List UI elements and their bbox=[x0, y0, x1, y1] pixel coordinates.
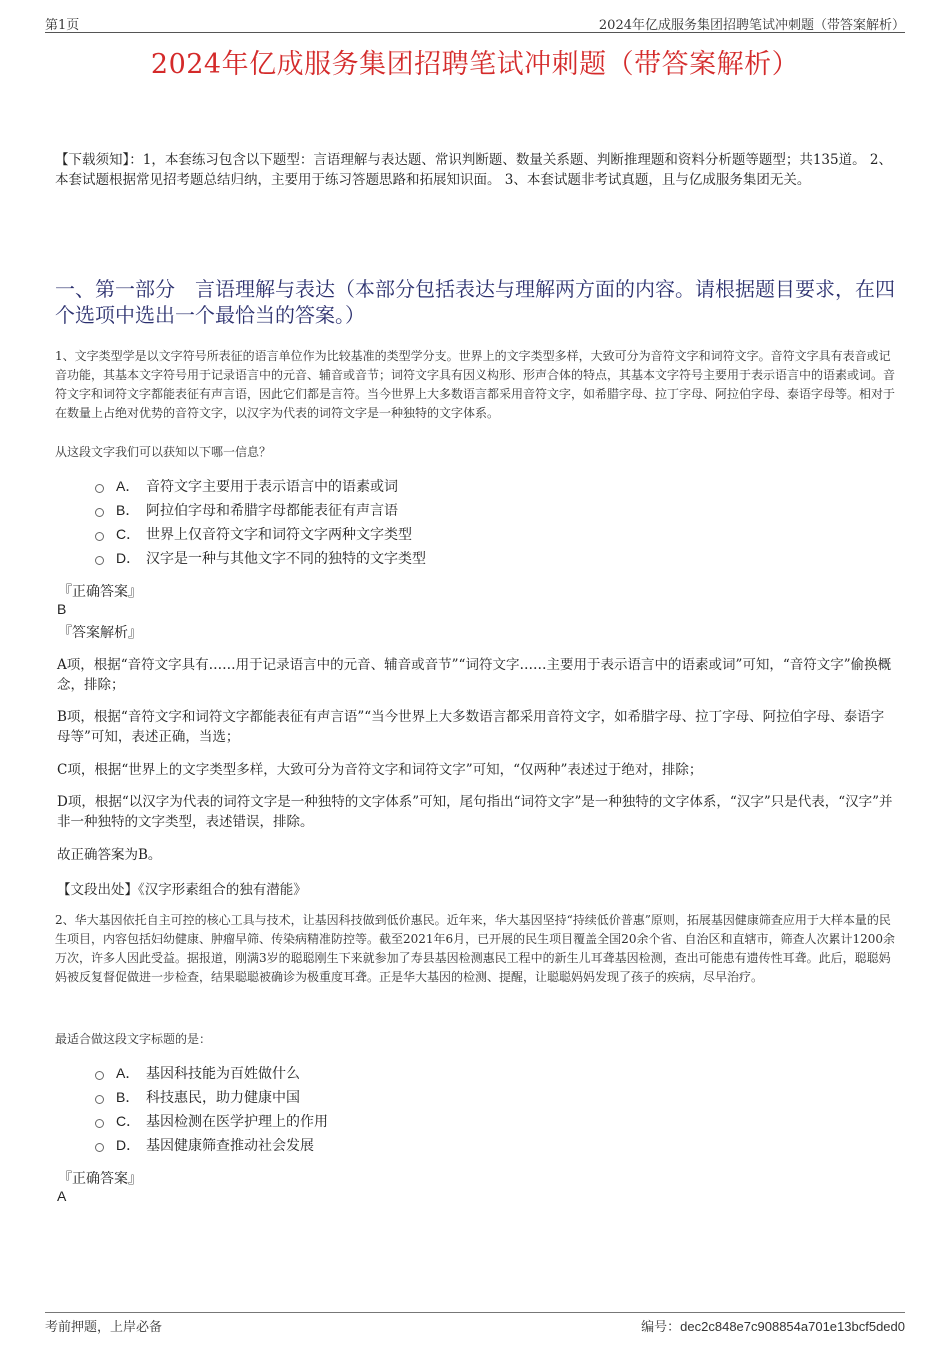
question-1-option-c[interactable] bbox=[95, 522, 795, 546]
radio-icon[interactable] bbox=[95, 1119, 104, 1128]
question-2-option-c[interactable] bbox=[95, 1109, 795, 1133]
question-2-option-a[interactable] bbox=[95, 1061, 795, 1085]
option-letter: B． bbox=[116, 502, 140, 518]
section-title: 一、第一部分 言语理解与表达（本部分包括表达与理解两方面的内容。请根据题目要求，在四个选项中选出一个最恰当的答案。） bbox=[55, 277, 895, 327]
radio-icon[interactable] bbox=[95, 1071, 104, 1080]
radio-icon[interactable] bbox=[95, 508, 104, 517]
radio-icon[interactable] bbox=[95, 532, 104, 541]
page-header bbox=[45, 14, 905, 33]
question-1-option-a[interactable] bbox=[95, 474, 795, 498]
page-footer bbox=[45, 1312, 905, 1333]
radio-icon[interactable] bbox=[95, 484, 104, 493]
analysis-item-a: A项，根据“音符文字具有……用于记录语言中的元音、辅音或音节”“词符文字……主要用于表示语言中的语素或词”可知，“音符文字”偷换概念，排除； bbox=[57, 657, 892, 693]
option-text: 音符文字主要用于表示语言中的语素或词 bbox=[146, 479, 398, 495]
question-1-options bbox=[95, 474, 795, 570]
question-1-analysis-label: 『答案解析』 bbox=[58, 625, 142, 641]
radio-icon[interactable] bbox=[95, 1095, 104, 1104]
question-2-passage: 2、华大基因依托自主可控的核心工具与技术，让基因科技做到低价惠民。近年来，华大基因坚持“持续低价普惠”原则，拓展基因健康筛查应用于大样本量的民生项目，内容包括妇幼健康、肿瘤早筛、传染病精准防控等。截至2021年6月，已开展的民生项目覆盖全国20余个省、自治区和直辖市，筛查人次累计1200余万次，许多人因此受益。据报道，刚满3岁的聪聪刚生下来就参加了寿县基因检测惠民工程中的新生儿耳聋基因检测，查出可能患有遗传性耳聋。此后，聪聪妈妈被反复督促做进一步检查，结果聪聪被确诊为极重度耳聋。正是华大基因的检测、提醒，让聪聪妈妈发现了孩子的疾病，尽早治疗。 bbox=[55, 913, 895, 984]
document-title: 2024年亿成服务集团招聘笔试冲刺题（带答案解析） bbox=[150, 49, 800, 80]
option-letter: D． bbox=[116, 1137, 141, 1153]
question-2-option-d[interactable] bbox=[95, 1133, 795, 1157]
question-1-answer: B bbox=[57, 601, 67, 617]
question-1-source: 【文段出处】《汉字形素组合的独有潜能》 bbox=[57, 882, 307, 898]
question-2-answer: A bbox=[57, 1188, 67, 1204]
radio-icon[interactable] bbox=[95, 1143, 104, 1152]
question-1-prompt: 从这段文字我们可以获知以下哪一信息？ bbox=[55, 445, 272, 459]
question-2-answer-label: 『正确答案』 bbox=[58, 1171, 142, 1187]
analysis-conclusion: 故正确答案为B。 bbox=[57, 847, 162, 863]
footer-code-value: dec2c848e7c908854a701e13bcf5ded0 bbox=[680, 1319, 905, 1334]
footer-slogan: 考前押题，上岸必备 bbox=[45, 1320, 163, 1335]
option-letter: A． bbox=[116, 478, 140, 494]
analysis-item-c: C项，根据“世界上的文字类型多样，大致可分为音符文字和词符文字”可知，“仅两种”表述过于绝对，排除； bbox=[57, 762, 703, 778]
option-letter: D． bbox=[116, 550, 141, 566]
page-number: 第1页 bbox=[45, 18, 80, 33]
download-notice: 【下载须知】：1，本套练习包含以下题型：言语理解与表达题、常识判断题、数量关系题、判断推理题和资料分析题等题型；共135道。 2、本套试题根据常见招考题总结归纳，主要用于练习答题思路和拓展知识面。 3、本套试题非考试真题，且与亿成服务集团无关。 bbox=[55, 152, 892, 188]
radio-icon[interactable] bbox=[95, 556, 104, 565]
option-text: 基因科技能为百姓做什么 bbox=[146, 1066, 300, 1082]
analysis-item-d: D项，根据“以汉字为代表的词符文字是一种独特的文字体系”可知，尾句指出“词符文字”是一种独特的文字体系，“汉字”只是代表，“汉字”并非一种独特的文字类型，表述错误，排除。 bbox=[57, 794, 893, 830]
question-2-option-b[interactable] bbox=[95, 1085, 795, 1109]
option-text: 世界上仅音符文字和词符文字两种文字类型 bbox=[146, 527, 412, 543]
footer-code bbox=[641, 1316, 905, 1335]
option-text: 基因检测在医学护理上的作用 bbox=[146, 1114, 328, 1130]
question-2-prompt: 最适合做这段文字标题的是： bbox=[55, 1032, 212, 1046]
question-1-option-d[interactable] bbox=[95, 546, 795, 570]
option-text: 科技惠民，助力健康中国 bbox=[146, 1090, 300, 1106]
question-1-passage: 1、文字类型学是以文字符号所表征的语言单位作为比较基准的类型学分支。世界上的文字类型多样，大致可分为音符文字和词符文字。音符文字具有表音或记音功能，其基本文字符号用于记录语言中的元音、辅音或音节；词符文字具有因义构形、形声合体的特点，其基本文字符号主要用于表示语言中的语素或词。音符文字和词符文字都能表征有声言语，因此它们都是言符。当今世界上大多数语言都采用音符文字，如希腊字母、拉丁字母、阿拉伯字母、泰语字母等。相对于在数量上占绝对优势的音符文字，以汉字为代表的词符文字是一种独特的文字体系。 bbox=[55, 349, 896, 420]
option-letter: B． bbox=[116, 1089, 140, 1105]
option-text: 汉字是一种与其他文字不同的独特的文字类型 bbox=[146, 551, 426, 567]
question-2-options bbox=[95, 1061, 795, 1157]
question-1-answer-label: 『正确答案』 bbox=[58, 584, 142, 600]
header-doc-title: 2024年亿成服务集团招聘笔试冲刺题（带答案解析） bbox=[598, 18, 905, 33]
option-text: 基因健康筛查推动社会发展 bbox=[146, 1138, 314, 1154]
analysis-item-b: B项，根据“音符文字和词符文字都能表征有声言语”“当今世界上大多数语言都采用音符文字，如希腊字母、拉丁字母、阿拉伯字母、泰语字母等”可知，表述正确，当选； bbox=[57, 709, 885, 745]
option-letter: C． bbox=[116, 526, 141, 542]
option-text: 阿拉伯字母和希腊字母都能表征有声言语 bbox=[146, 503, 398, 519]
option-letter: C． bbox=[116, 1113, 141, 1129]
option-letter: A． bbox=[116, 1065, 140, 1081]
question-1-option-b[interactable] bbox=[95, 498, 795, 522]
footer-code-label: 编号： bbox=[641, 1320, 681, 1335]
